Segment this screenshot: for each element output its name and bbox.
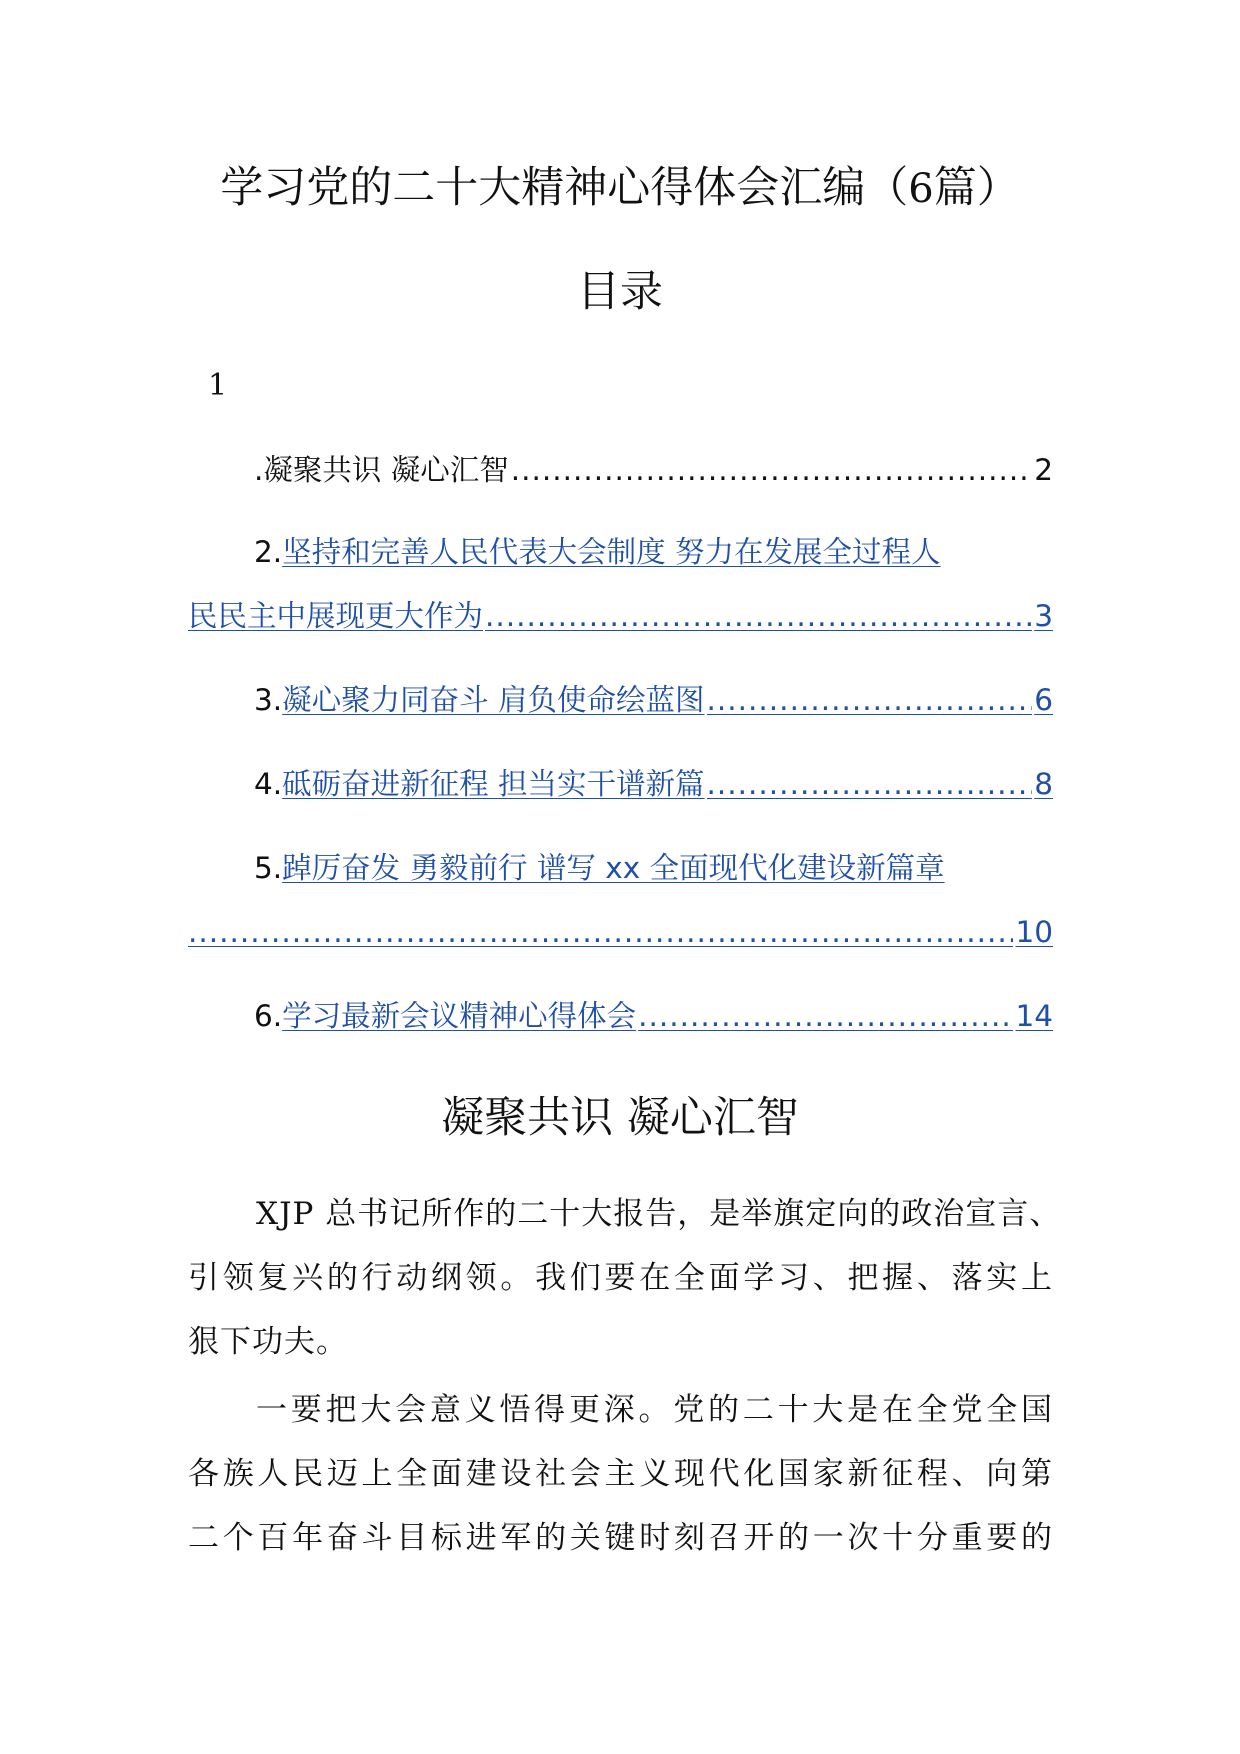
toc-entry-number: 5. (254, 851, 283, 885)
paragraph-line: 一要把大会意义悟得更深。党的二十大是在全党全国 (256, 1392, 1053, 1428)
paragraph-line: 引领复兴的行动纲领。我们要在全面学习、把握、落实上 (188, 1260, 1053, 1296)
title-text-pre: 学习党的二十大精神心得体会汇编（ (220, 163, 909, 213)
toc-page-number[interactable]: 3 (1034, 599, 1053, 633)
toc-entry-4[interactable] (188, 762, 1053, 806)
toc-entry-link[interactable]: 坚持和完善人民代表大会制度 努力在发展全过程人 (282, 535, 941, 569)
toc-page-number[interactable]: 6 (1034, 683, 1053, 717)
paragraph-line (188, 1182, 1062, 1246)
toc-entry-number: 6. (254, 999, 283, 1033)
paragraph-2 (188, 1378, 1053, 1570)
paragraph-text: 总书记所作的二十大报告，是举旗定向的政治宣言、 (325, 1196, 1062, 1232)
toc-entry-link[interactable]: 凝心聚力同奋斗 肩负使命绘蓝图 (282, 683, 705, 717)
toc-entry-5-continued[interactable] (188, 910, 1053, 954)
toc-entry-5[interactable] (188, 846, 1053, 890)
toc-leader-dots (707, 678, 1033, 722)
paragraph-line: 二个百年奋斗目标进军的关键时刻召开的一次十分重要的 (188, 1520, 1053, 1556)
toc-entry-link[interactable]: 砥砺奋进新征程 担当实干谱新篇 (282, 767, 705, 801)
toc-page-number[interactable]: 10 (1015, 915, 1053, 949)
toc-entry-2[interactable] (188, 530, 1053, 574)
title-number: 6 (908, 166, 934, 212)
paragraph-line: 各族人民迈上全面建设社会主义现代化国家新征程、向第 (188, 1456, 1053, 1492)
toc-entry-number: 4. (254, 767, 283, 801)
toc-leader-dots (707, 762, 1033, 806)
toc-page-number[interactable]: 8 (1034, 767, 1053, 801)
toc-entry-2-continued[interactable] (188, 594, 1053, 638)
toc-page-number[interactable]: 14 (1015, 999, 1053, 1033)
title-text-post: 篇） (933, 163, 1020, 213)
toc-entry-link[interactable]: 学习最新会议精神心得体会 (282, 999, 637, 1033)
toc-entry-link[interactable]: 踔厉奋发 勇毅前行 谱写 xx 全面现代化建设新篇章 (282, 851, 945, 885)
toc-leader-dots (638, 994, 1013, 1038)
document-title (0, 158, 1240, 219)
toc-entry-6[interactable] (188, 994, 1053, 1038)
toc-heading: 目录 (577, 267, 663, 317)
toc-entry-number: 2. (254, 535, 283, 569)
toc-entry-1[interactable] (188, 448, 1053, 492)
toc-leader-dots (511, 448, 1032, 492)
paragraph-1 (188, 1182, 1062, 1374)
toc-entry-text: .凝聚共识 凝心汇智 (254, 453, 509, 487)
toc-leader-dots (485, 594, 1032, 638)
toc-entry-link-continued[interactable]: 民民主中展现更大作为 (188, 599, 484, 633)
page-marker: 1 (208, 368, 228, 403)
section-title: 凝聚共识 凝心汇智 (441, 1093, 799, 1143)
toc-page-number: 2 (1034, 453, 1053, 487)
paragraph-lead: XJP (256, 1196, 315, 1232)
toc-entry-number: 3. (254, 683, 283, 717)
toc-leader-dots (188, 910, 1013, 954)
toc-entry-3[interactable] (188, 678, 1053, 722)
paragraph-line: 狠下功夫。 (188, 1324, 348, 1360)
